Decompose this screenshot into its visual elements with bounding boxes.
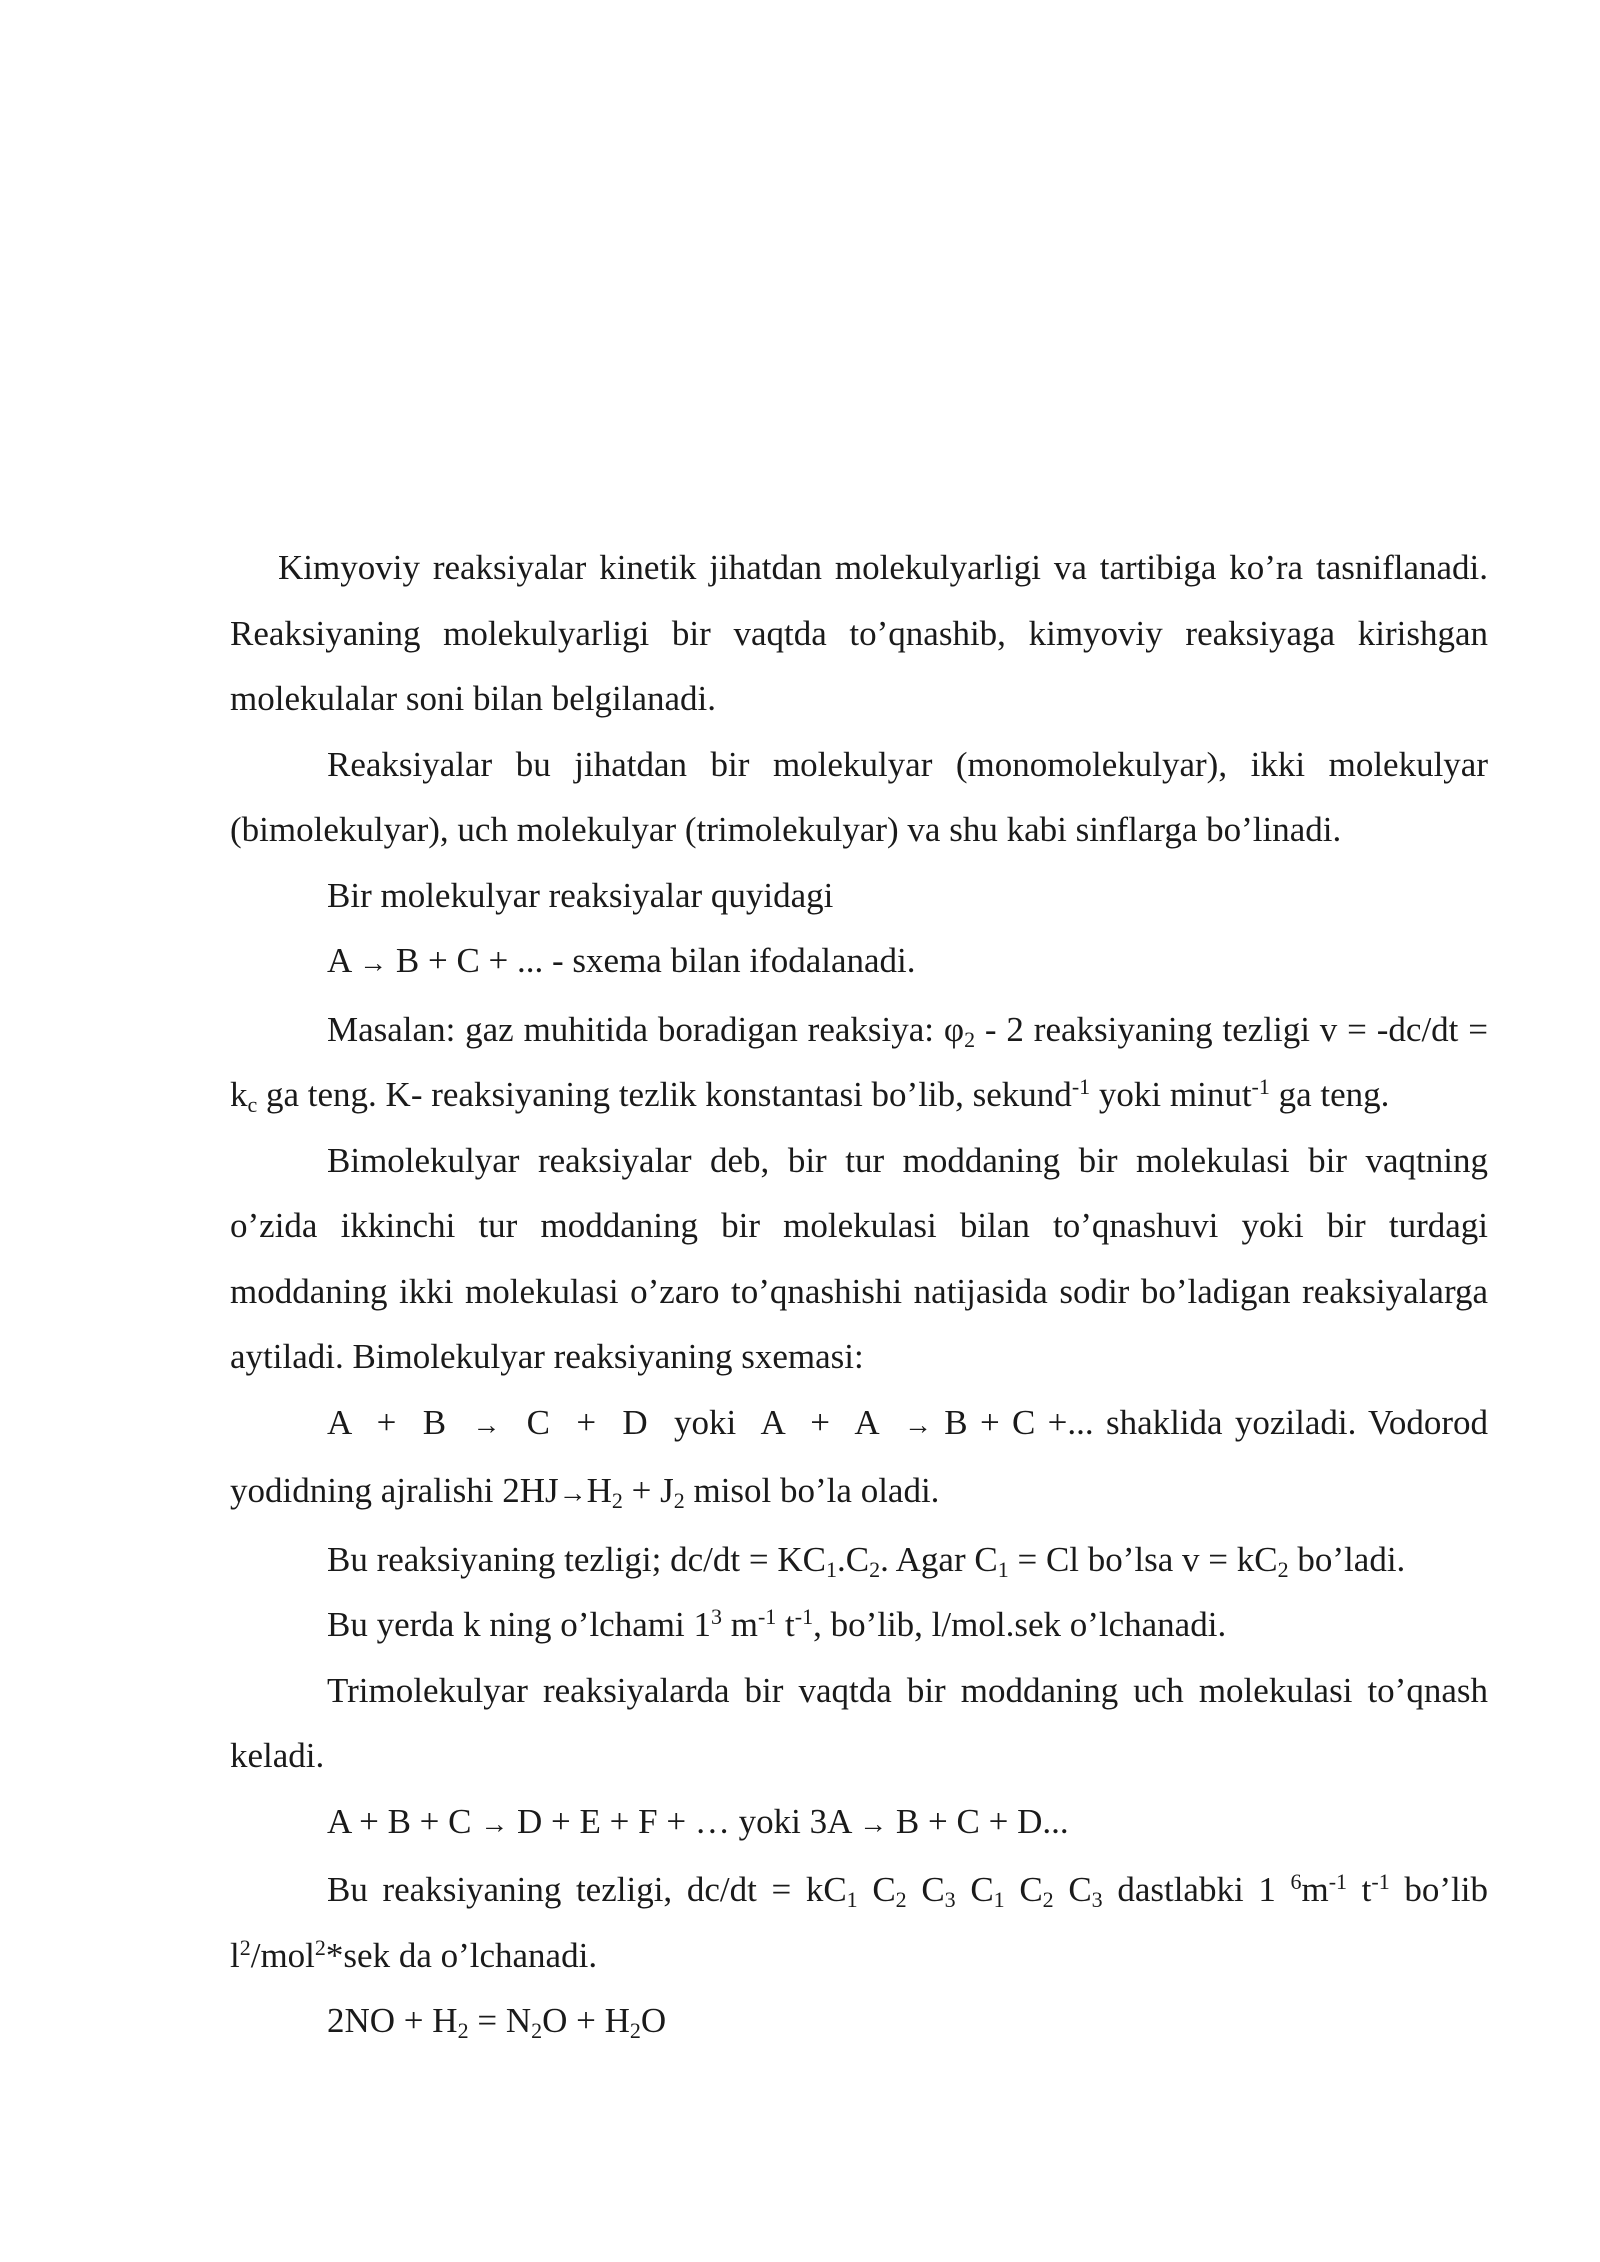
subscript: 1 bbox=[993, 1887, 1005, 1912]
superscript: -1 bbox=[1071, 1074, 1091, 1099]
text-run: t bbox=[1347, 1870, 1372, 1909]
subscript: 1 bbox=[997, 1556, 1009, 1582]
text-run: .C bbox=[836, 1539, 870, 1579]
text-run: Bu reaksiyaning tezligi, dc/dt = kC bbox=[327, 1870, 847, 1909]
text-run: m bbox=[1301, 1870, 1329, 1909]
superscript: -1 bbox=[1371, 1869, 1390, 1894]
text-run: A + B bbox=[327, 1402, 473, 1442]
text-run: A + B + C bbox=[327, 1801, 481, 1841]
superscript: 6 bbox=[1290, 1869, 1302, 1894]
text-run: Bu yerda k ning o’lchami 1 bbox=[327, 1605, 711, 1644]
superscript: -1 bbox=[757, 1604, 777, 1629]
text-run: O + H bbox=[542, 2001, 630, 2040]
text-run: misol bo’la oladi. bbox=[684, 1471, 940, 1510]
text-run: D + E + F + … yoki 3A bbox=[508, 1801, 860, 1841]
superscript: 2 bbox=[239, 1934, 251, 1960]
text-run: O bbox=[640, 2001, 667, 2040]
text-run: + J bbox=[622, 1471, 674, 1510]
text-run: bo’ladi. bbox=[1288, 1539, 1406, 1579]
superscript: 2 bbox=[314, 1934, 326, 1960]
paragraph-unimolecular-scheme bbox=[230, 928, 1488, 997]
text-run: A bbox=[327, 941, 360, 980]
paragraph-bimolecular-definition: Bimolekulyar reaksiyalar deb, bir tur moddaning bir molekulasi bir vaqtning o’zida ikkinchi tur moddaning bir molekulasi bilan to’qnashuvi yoki bir turdagi moddaning ikki molekulasi o’zaro to’qnashishi natijasida sodir bo’ladigan reaksiyalarga aytiladi. Bimolekulyar reaksiyaning sxemasi: bbox=[230, 1140, 1488, 1376]
paragraph-classification: Kimyoviy reaksiyalar kinetik jihatdan molekulyarligi va tartibiga ko’ra tasniflanadi. Reaksiyaning molekulyarligi bir vaqtda to’qnashib, kimyoviy reaksiyaga kirishgan molekulalar soni bilan belgilanadi. bbox=[230, 548, 1488, 718]
reaction-arrow: → bbox=[903, 1409, 932, 1441]
text-run: C + D yoki A + A bbox=[500, 1402, 904, 1442]
text-run: H bbox=[586, 1471, 612, 1510]
paragraph-molecularity-types: Reaksiyalar bu jihatdan bir molekulyar (monomolekulyar), ikki molekulyar (bimolekulyar), uch molekulyar (trimolekulyar) va shu kabi sinflarga bo’linadi. bbox=[230, 744, 1488, 849]
text-run: bo’lib l bbox=[230, 1870, 1488, 1975]
paragraph-unimolecular-intro: Bir molekulyar reaksiyalar quyidagi bbox=[327, 875, 834, 915]
reaction-arrow: → bbox=[472, 1409, 501, 1441]
subscript: c bbox=[247, 1092, 258, 1117]
reaction-arrow: → bbox=[480, 1808, 509, 1840]
text-run: C bbox=[1004, 1870, 1043, 1909]
text-run: C bbox=[1053, 1870, 1092, 1909]
paragraph-trimolecular-scheme bbox=[230, 1789, 1488, 1858]
text-run: C bbox=[906, 1870, 945, 1909]
subscript: 2 bbox=[1042, 1887, 1054, 1912]
subscript: 2 bbox=[457, 2018, 469, 2043]
reaction-arrow: → bbox=[859, 1808, 888, 1840]
paragraph-example-rate bbox=[230, 997, 1488, 1128]
text-run: C bbox=[857, 1870, 896, 1909]
superscript: -1 bbox=[1251, 1074, 1270, 1099]
text-run: Masalan: gaz muhitida boradigan reaksiya: φ bbox=[327, 1009, 965, 1049]
superscript: -1 bbox=[1328, 1869, 1348, 1894]
text-run: 2NO + H bbox=[327, 2001, 458, 2040]
reaction-arrow: → bbox=[359, 948, 388, 979]
paragraph-k-dimension bbox=[230, 1592, 1488, 1658]
text-run: m bbox=[721, 1605, 758, 1644]
text-run: . Agar C bbox=[880, 1539, 998, 1579]
text-run: - 2 reaksiyaning tezligi v = -dc/dt = k bbox=[230, 1009, 1488, 1114]
document-body bbox=[230, 535, 1488, 2054]
subscript: 2 bbox=[1277, 1556, 1289, 1582]
subscript: 1 bbox=[846, 1887, 858, 1912]
text-run: ga teng. bbox=[1269, 1075, 1390, 1114]
text-run: = Cl bo’lsa v = kC bbox=[1008, 1539, 1278, 1579]
text-run: ga teng. K- reaksiyaning tezlik konstantasi bo’lib, sekund bbox=[257, 1075, 1072, 1114]
text-run: dastlabki 1 bbox=[1102, 1870, 1291, 1909]
reaction-arrow: → bbox=[558, 1478, 587, 1509]
text-run: t bbox=[776, 1605, 795, 1644]
subscript: 2 bbox=[964, 1026, 976, 1052]
subscript: 2 bbox=[673, 1488, 685, 1513]
text-run: /mol bbox=[250, 1935, 315, 1975]
paragraph-bimolecular-rate bbox=[230, 1527, 1488, 1593]
text-run: B + C + D... bbox=[887, 1801, 1069, 1841]
text-run: yoki minut bbox=[1090, 1075, 1252, 1114]
text-run: *sek da o’lchanadi. bbox=[325, 1935, 598, 1975]
superscript: 3 bbox=[710, 1604, 722, 1629]
text-run: Bu reaksiyaning tezligi; dc/dt = KC bbox=[327, 1539, 826, 1579]
subscript: 2 bbox=[895, 1887, 907, 1912]
paragraph-trimolecular-definition: Trimolekulyar reaksiyalarda bir vaqtda bir moddaning uch molekulasi to’qnash keladi. bbox=[230, 1670, 1488, 1775]
subscript: 3 bbox=[1091, 1887, 1103, 1912]
text-run: = N bbox=[468, 2001, 532, 2040]
subscript: 1 bbox=[825, 1556, 837, 1582]
paragraph-example-equation bbox=[230, 1988, 1488, 2054]
paragraph-trimolecular-rate bbox=[230, 1857, 1488, 1988]
subscript: 2 bbox=[869, 1556, 881, 1582]
text-run: B + C + ... - sxema bilan ifodalanadi. bbox=[387, 941, 916, 980]
text-run: C bbox=[955, 1870, 994, 1909]
text-run: , bo’lib, l/mol.sek o’lchanadi. bbox=[813, 1605, 1227, 1644]
paragraph-bimolecular-scheme bbox=[230, 1390, 1488, 1527]
subscript: 3 bbox=[944, 1887, 956, 1912]
subscript: 2 bbox=[531, 2018, 543, 2043]
superscript: -1 bbox=[794, 1604, 814, 1629]
subscript: 2 bbox=[611, 1488, 623, 1513]
text-run: B + C +... shaklida yoziladi. Vodorod yodidning ajralishi 2HJ bbox=[230, 1402, 1488, 1510]
subscript: 2 bbox=[629, 2018, 641, 2043]
